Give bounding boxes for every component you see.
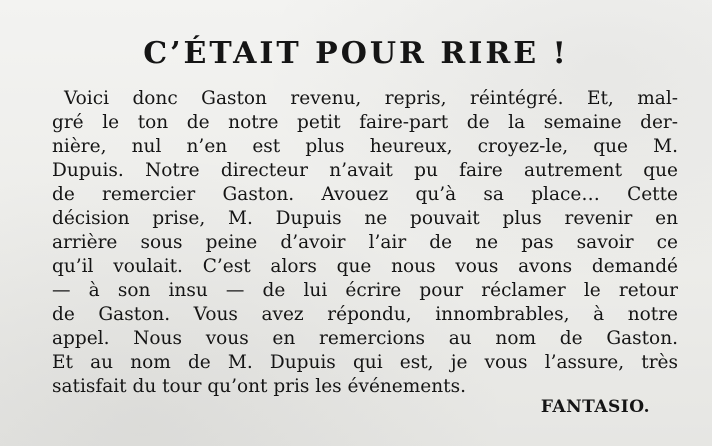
body-line-1: Voici donc Gaston revenu, repris, réintégré. Et, mal-	[64, 88, 678, 109]
author-signature: FANTASIO.	[540, 397, 650, 417]
body-line-9: — à son insu — de lui écrire pour réclamer le retour	[52, 280, 678, 301]
body-line-5: de remercier Gaston. Avouez qu’à sa place… Cette	[52, 184, 678, 205]
article-body	[52, 87, 678, 399]
body-line-11: appel. Nous vous en remercions au nom de Gaston.	[52, 328, 678, 349]
body-line-13: satisfait du tour qu’ont pris les événements.	[52, 376, 466, 397]
body-line-12: Et au nom de M. Dupuis qui est, je vous l’assure, très	[52, 352, 678, 373]
body-line-2: gré le ton de notre petit faire-part de la semaine der-	[52, 112, 678, 133]
body-line-8: qu’il voulait. C’est alors que nous vous avons demandé	[52, 256, 678, 277]
body-line-6: décision prise, M. Dupuis ne pouvait plus revenir en	[52, 208, 678, 229]
body-line-4: Dupuis. Notre directeur n’avait pu faire autrement que	[52, 160, 678, 181]
body-line-10: de Gaston. Vous avez répondu, innombrables, à notre	[52, 304, 678, 325]
body-line-7: arrière sous peine d’avoir l’air de ne pas savoir ce	[52, 232, 678, 253]
body-line-3: nière, nul n’en est plus heureux, croyez-le, que M.	[52, 136, 678, 157]
article-title: C’ÉTAIT POUR RIRE !	[143, 36, 569, 71]
